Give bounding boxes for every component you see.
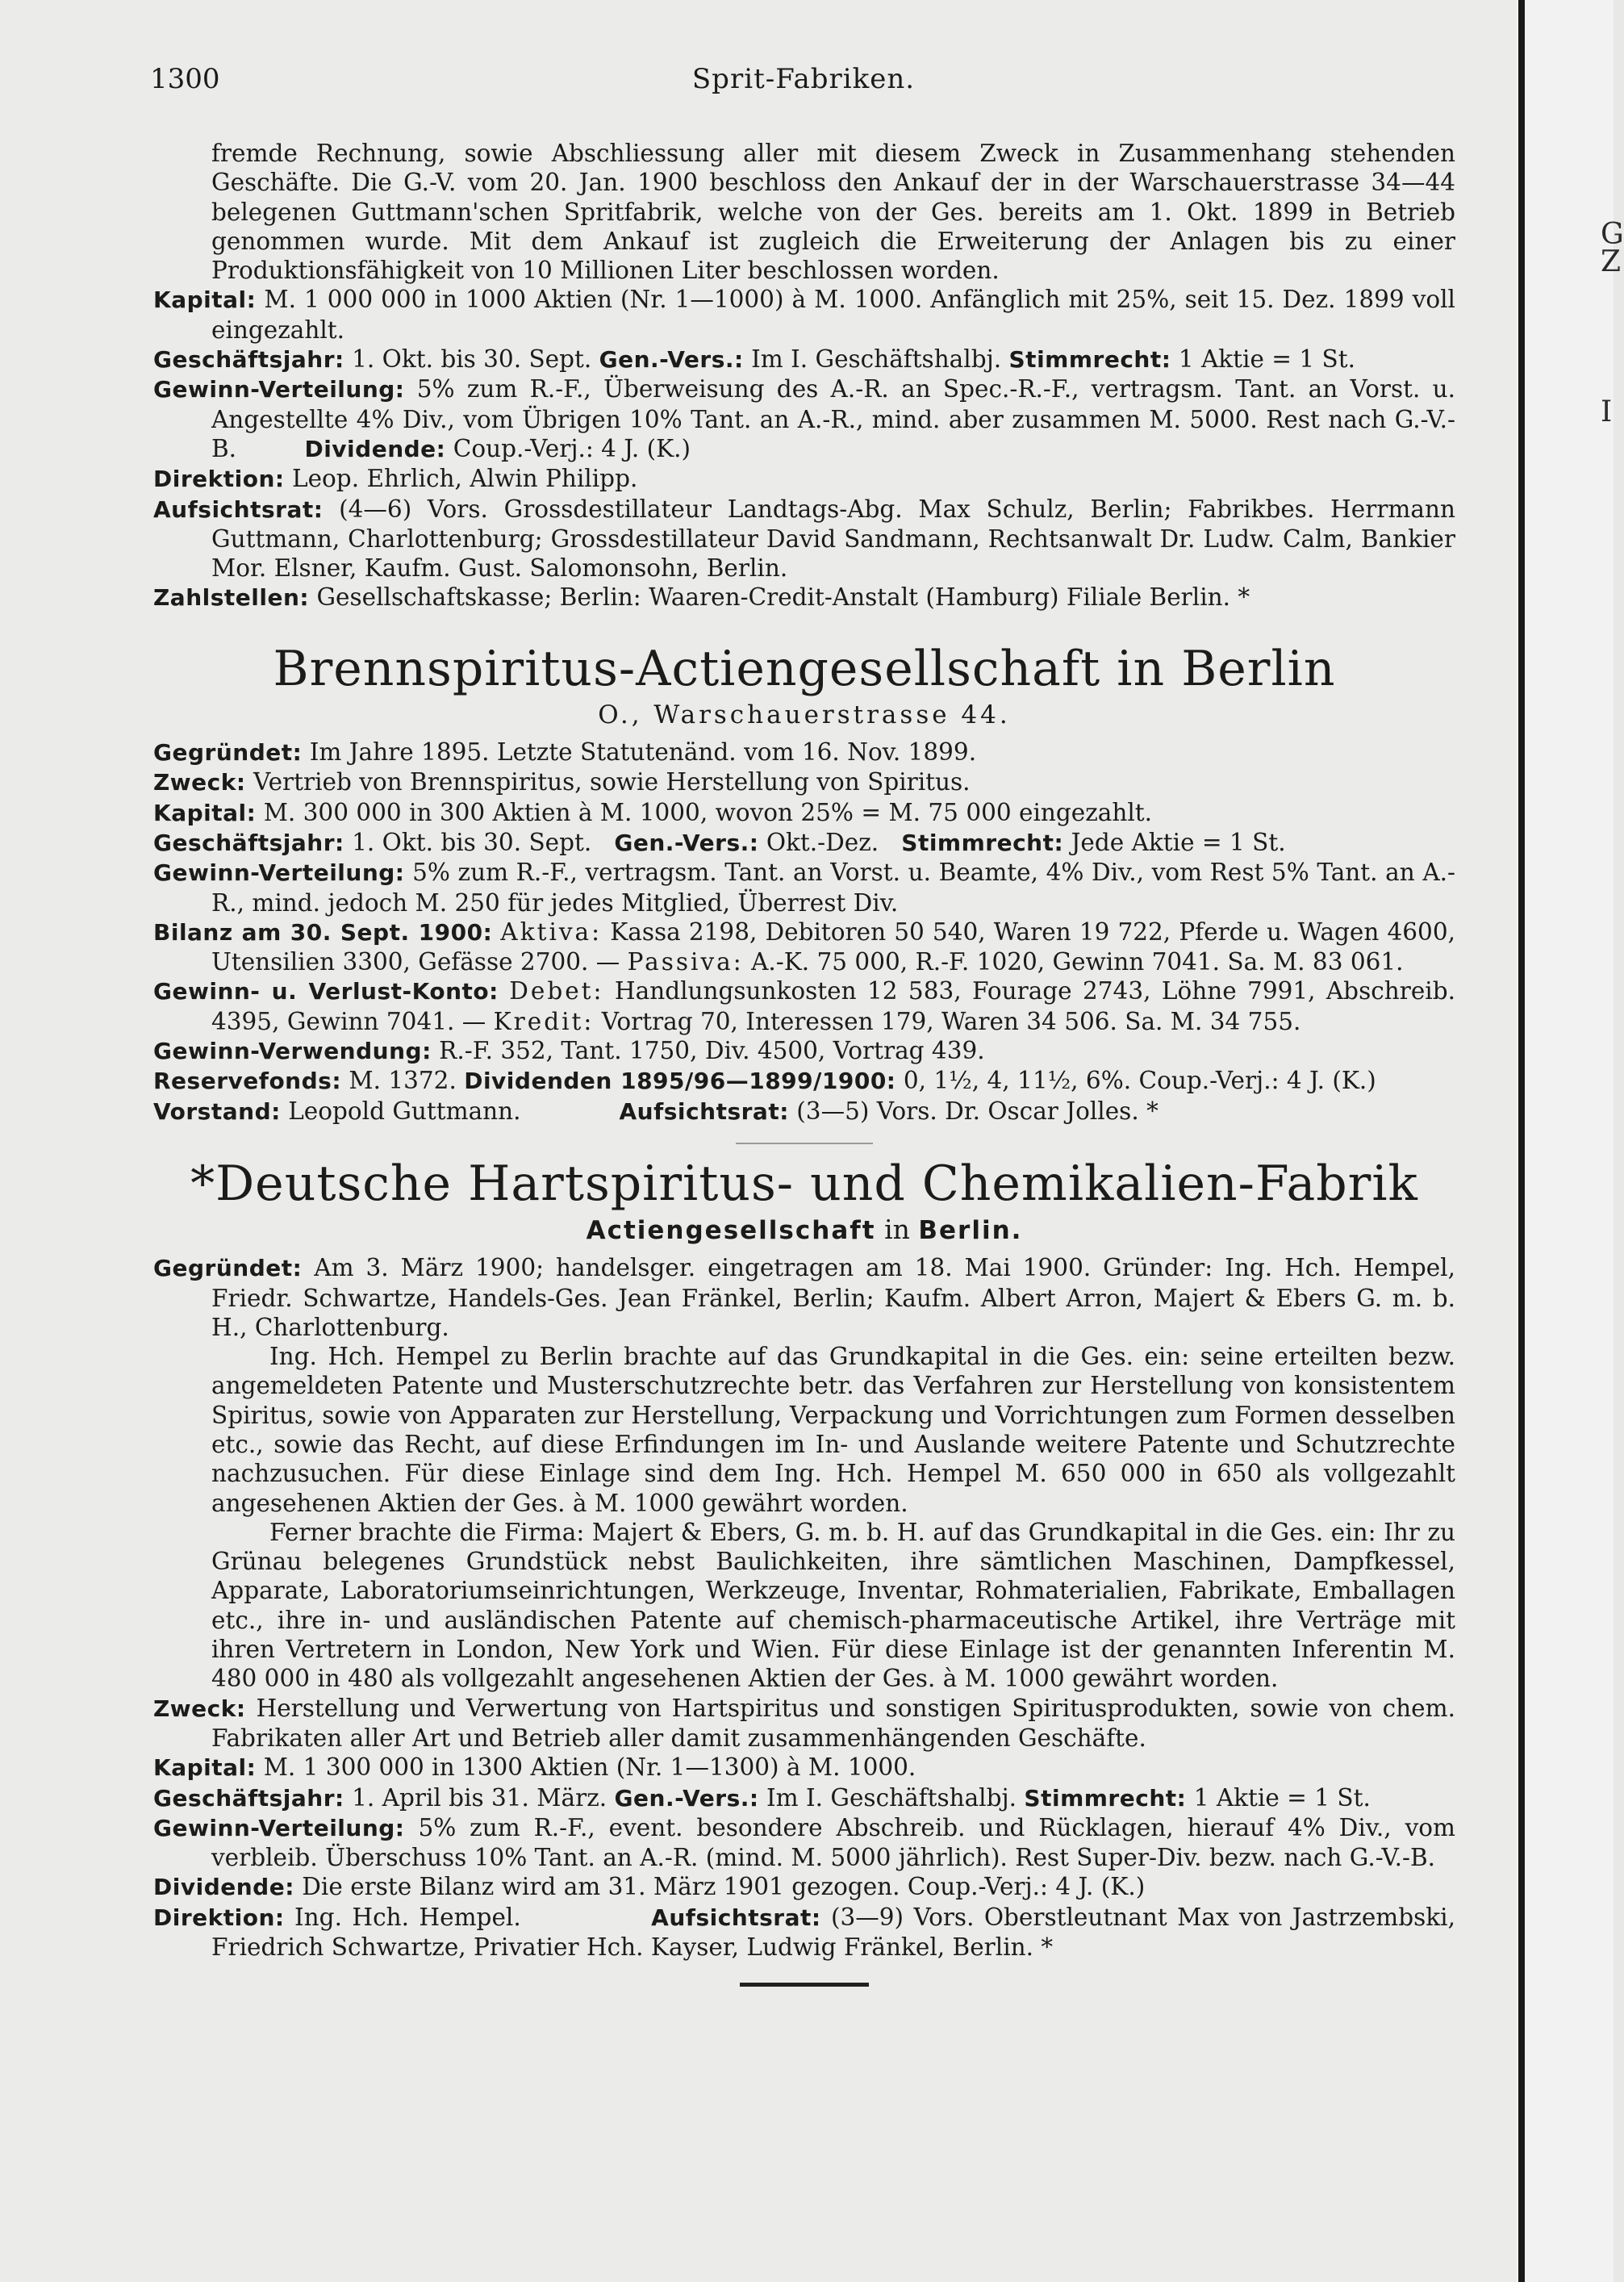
label: Bilanz am 30. Sept. 1900: — [153, 918, 493, 946]
edge-fragment: I — [1601, 395, 1613, 428]
label: Geschäftsjahr: — [153, 1784, 344, 1812]
label: Direktion: — [153, 466, 285, 493]
label: Gegründet: — [153, 1255, 303, 1282]
section-separator — [736, 1143, 873, 1144]
label: Gewinn- u. Verlust-Konto: — [153, 978, 499, 1005]
paragraph-majert-ebers: Ferner brachte die Firma: Majert & Ebers, G. m. b. H. auf das Grundkapital in die Ges. ein: Ihr zu Grünau belegenes Grundstück nebst Baulichkeiten, ihre sämtlichen Maschinen, Dampfkessel, Apparate, Laboratoriumseinrichtungen, Werkzeuge, Inventar, Rohmaterialien, Fabrikate, Emballagen etc., ihre in- und ausländischen Patente auf chemisch-pharmaceutische Artikel, ihre Verträge mit ihren Vertretern in London, New York und Wien. Für diese Einlage ist der genannten Inferentin M. 480 000 in 480 als vollgezahlt angesehenen Aktien der Ges. à M. 1000 gewährt worden. — [211, 1518, 1455, 1693]
value: M. 1372. — [349, 1067, 457, 1095]
value: Gesellschaftskasse; Berlin: Waaren-Credit-Anstalt (Hamburg) Filiale Berlin. * — [316, 583, 1250, 612]
paragraph-hempel: Ing. Hch. Hempel zu Berlin brachte auf das Grundkapital in die Ges. ein: seine erteilten bezw. angemeldeten Patente und Musterschutzrechte betr. das Verfahren zur Herstellung von konsistentem Spiritus, sowie von Apparaten zur Herstellung, Verpackung und Vorrichtungen zum Formen desselben etc., sowie das Recht, auf diese Erfindungen im In- und Auslande weitere Patente und Schutzrechte nachzusuchen. Für diese Einlage sind dem Ing. Hch. Hempel M. 650 000 in 650 als vollgezahlt angesehenen Aktien der Ges. à M. 1000 gewährt worden. — [211, 1343, 1455, 1517]
entry-dividende — [153, 1872, 1455, 1902]
value: (3—9) Vors. Oberstleutnant Max von Jastrzembski, Friedrich Schwartze, Privatier Hch. Kayser, Ludwig Fränkel, Berlin. * — [211, 1903, 1455, 1962]
value: 1 Aktie = 1 St. — [1193, 1783, 1371, 1812]
label: Gewinn-Verwendung: — [153, 1038, 432, 1065]
value: Leopold Guttmann. — [288, 1097, 521, 1125]
entry-aufsichtsrat — [153, 495, 1455, 583]
value: Im I. Geschäftshalbj. — [751, 345, 1002, 374]
label: Zweck: — [153, 1695, 246, 1722]
label: Gewinn-Verteilung: — [153, 376, 405, 403]
label: Gewinn-Verteilung: — [153, 1814, 405, 1841]
entry-gegruendet — [153, 738, 1455, 767]
running-title: Sprit-Fabriken. — [691, 63, 916, 95]
value: Herstellung und Verwertung von Hartspiritus und sonstigen Spiritusprodukten, sowie von chem. Fabrikaten aller Art und Betrieb aller damit zusammenhängenden Geschäfte. — [211, 1694, 1455, 1752]
label: Gen.-Vers.: — [599, 346, 744, 374]
entry-kapital — [153, 798, 1455, 828]
value: Ing. Hch. Hempel. — [294, 1903, 521, 1931]
value: Im Jahre 1895. Letzte Statutenänd. vom 16. Nov. 1899. — [309, 738, 977, 767]
label: Gen.-Vers.: — [614, 829, 759, 856]
entry-geschaeftsjahr — [153, 345, 1455, 374]
label: Vorstand: — [153, 1097, 281, 1125]
label: Geschäftsjahr: — [153, 829, 344, 856]
value: 5% zum R.-F., vertragsm. Tant. an Vorst. u. Beamte, 4% Div., vom Rest 5% Tant. an A.-R., mind. jedoch M. 250 für jedes Mitglied, Überrest Div. — [211, 859, 1455, 917]
spaced-label: Kredit: — [493, 1007, 595, 1035]
label: Stimmrecht: — [1024, 1784, 1187, 1812]
value: Vortrag 70, Interessen 179, Waren 34 506. Sa. M. 34 755. — [601, 1007, 1301, 1035]
value: Jede Aktie = 1 St. — [1071, 828, 1286, 856]
spaced-label: Aktiva: — [500, 917, 603, 946]
binding-rule — [1518, 0, 1525, 2282]
subtitle-city: Berlin. — [918, 1215, 1023, 1245]
label: Dividende: — [304, 435, 446, 462]
entry-gegruendet — [153, 1253, 1455, 1342]
value: Am 3. März 1900; handelsger. eingetragen am 18. Mai 1900. Gründer: Ing. Hch. Hempel, Friedr. Schwartze, Handels-Ges. Jean Fränkel, Berlin; Kaufm. Albert Arron, Majert & Ebers G. m. b. H., Charlottenburg. — [211, 1254, 1455, 1341]
value: A.-K. 75 000, R.-F. 1020, Gewinn 7041. Sa. M. 83 061. — [751, 948, 1404, 976]
label: Gen.-Vers.: — [614, 1784, 759, 1812]
entry-bilanz — [153, 917, 1455, 977]
end-rule — [740, 1983, 869, 1987]
edge-fragment: G — [1601, 218, 1624, 251]
label: Kapital: — [153, 286, 257, 314]
entry-reservefonds — [153, 1066, 1455, 1096]
entry-kapital — [153, 1753, 1455, 1783]
subtitle-in: in — [884, 1213, 910, 1245]
entry-geschaeftsjahr — [153, 1783, 1455, 1813]
page-body — [153, 139, 1455, 1987]
label: Stimmrecht: — [901, 829, 1064, 856]
company-title: Brennspiritus-Actiengesellschaft in Berlin — [273, 640, 1336, 697]
value: 5% zum R.-F., Überweisung des A.-R. an Spec.-R.-F., vertragsm. Tant. an Vorst. u. Angestellte 4% Div., vom Übrigen 10% Tant. an A.-R., mind. aber zusammen M. 5000. Rest nach G.-V.-B. — [211, 375, 1455, 462]
value: Die erste Bilanz wird am 31. März 1901 gezogen. Coup.-Verj.: 4 J. (K.) — [302, 1873, 1146, 1901]
label: Gegründet: — [153, 739, 303, 767]
label: Zweck: — [153, 769, 246, 796]
company-subtitle — [153, 1215, 1455, 1245]
value: Okt.-Dez. — [766, 828, 879, 856]
value: Handlungsunkosten 12 583, Fourage 2743, Löhne 7991, Abschreib. 4395, Gewinn 7041. — — [211, 977, 1455, 1035]
label: Aufsichtsrat: — [619, 1097, 789, 1125]
section-spritfabrik-details — [153, 285, 1455, 612]
company-address: O., Warschauerstrasse 44. — [598, 700, 1011, 729]
entry-zweck — [153, 767, 1455, 797]
entry-gewinn-verteilung — [153, 374, 1455, 464]
label: Aufsichtsrat: — [153, 495, 324, 523]
company-title: *Deutsche Hartspiritus- und Chemikalien-Fabrik — [190, 1155, 1418, 1212]
adjacent-page-edge — [1517, 0, 1614, 2282]
edge-fragment: Z — [1601, 245, 1622, 278]
label: Aufsichtsrat: — [651, 1904, 821, 1931]
value: 1. Okt. bis 30. Sept. — [352, 828, 592, 856]
value: M. 300 000 in 300 Aktien à M. 1000, wovon 25% = M. 75 000 eingezahlt. — [263, 798, 1153, 826]
entry-zahlstellen — [153, 583, 1455, 612]
value: Im I. Geschäftshalbj. — [766, 1783, 1017, 1812]
label: Geschäftsjahr: — [153, 346, 344, 374]
label: Gewinn-Verteilung: — [153, 859, 405, 887]
value: 5% zum R.-F., event. besondere Abschreib. und Rücklagen, hierauf 4% Div., vom verbleib. Überschuss 10% Tant. an A.-R. (mind. M. 5000 jährlich). Rest Super-Div. bezw. nach G.-V.-B. — [211, 1813, 1455, 1872]
value: (3—5) Vors. Dr. Oscar Jolles. * — [796, 1097, 1159, 1125]
label: Reservefonds: — [153, 1068, 342, 1095]
entry-gewinn-verteilung — [153, 1813, 1455, 1873]
value: R.-F. 352, Tant. 1750, Div. 4500, Vortrag 439. — [439, 1037, 985, 1065]
label: Dividenden 1895/96—1899/1900: — [464, 1068, 896, 1095]
value: Vertrieb von Brennspiritus, sowie Herstellung von Spiritus. — [253, 768, 971, 796]
value: M. 1 300 000 in 1300 Aktien (Nr. 1—1300) à M. 1000. — [263, 1753, 916, 1782]
section-hartspiritus — [153, 1156, 1455, 1987]
value: Kassa 2198, Debitoren 50 540, Waren 19 722, Pferde u. Wagen 4600, Utensilien 3300, Gefässe 2700. — — [211, 917, 1455, 976]
label: Stimmrecht: — [1008, 346, 1171, 374]
value: Coup.-Verj.: 4 J. (K.) — [453, 434, 691, 462]
entry-direktion — [153, 1903, 1455, 1962]
label: Zahlstellen: — [153, 584, 310, 612]
value: 0, 1½, 4, 11½, 6%. Coup.-Verj.: 4 J. (K.) — [903, 1067, 1376, 1095]
section-brennspiritus — [153, 641, 1455, 1144]
entry-direktion — [153, 464, 1455, 494]
running-header — [150, 63, 1457, 105]
label: Kapital: — [153, 1754, 257, 1782]
label: Kapital: — [153, 799, 257, 826]
intro-paragraph: fremde Rechnung, sowie Abschliessung aller mit diesem Zweck in Zusammenhang stehenden Geschäfte. Die G.-V. vom 20. Jan. 1900 beschloss den Ankauf der in der Warschauerstrasse 34—44 belegenen Guttmann'schen Spritfabrik, welche von der Ges. bereits am 1. Okt. 1899 in Betrieb genommen wurde. Mit dem Ankauf ist zugleich die Erweiterung der Anlagen bis zu einer Produktionsfähigkeit von 10 Millionen Liter beschlossen worden. — [211, 140, 1455, 285]
page-number: 1300 — [150, 63, 220, 95]
entry-zweck — [153, 1694, 1455, 1753]
entry-geschaeftsjahr — [153, 828, 1455, 858]
value: (4—6) Vors. Grossdestillateur Landtags-Abg. Max Schulz, Berlin; Fabrikbes. Herrmann Guttmann, Charlottenburg; Grossdestillateur David Sandmann, Rechtsanwalt Dr. Ludw. Calm, Bankier Mor. Elsner, Kaufm. Gust. Salomonsohn, Berlin. — [211, 495, 1455, 583]
value: Leop. Ehrlich, Alwin Philipp. — [292, 465, 638, 493]
entry-vorstand — [153, 1097, 1455, 1126]
entry-kapital — [153, 285, 1455, 345]
spaced-label: Passiva: — [627, 948, 744, 976]
entry-gewinn-verteilung — [153, 858, 1455, 917]
value: 1. April bis 31. März. — [352, 1783, 607, 1812]
label: Direktion: — [153, 1904, 285, 1931]
label: Dividende: — [153, 1874, 294, 1901]
value: 1. Okt. bis 30. Sept. — [352, 345, 592, 374]
subtitle-bold: Actiengesellschaft — [586, 1215, 876, 1245]
value: 1 Aktie = 1 St. — [1178, 345, 1355, 374]
value: M. 1 000 000 in 1000 Aktien (Nr. 1—1000) à M. 1000. Anfänglich mit 25%, seit 15. Dez. 1899 voll eingezahlt. — [211, 286, 1455, 344]
entry-gewinn-verlust — [153, 976, 1455, 1036]
spaced-label: Debet: — [509, 977, 604, 1005]
entry-gewinn-verwendung — [153, 1036, 1455, 1066]
